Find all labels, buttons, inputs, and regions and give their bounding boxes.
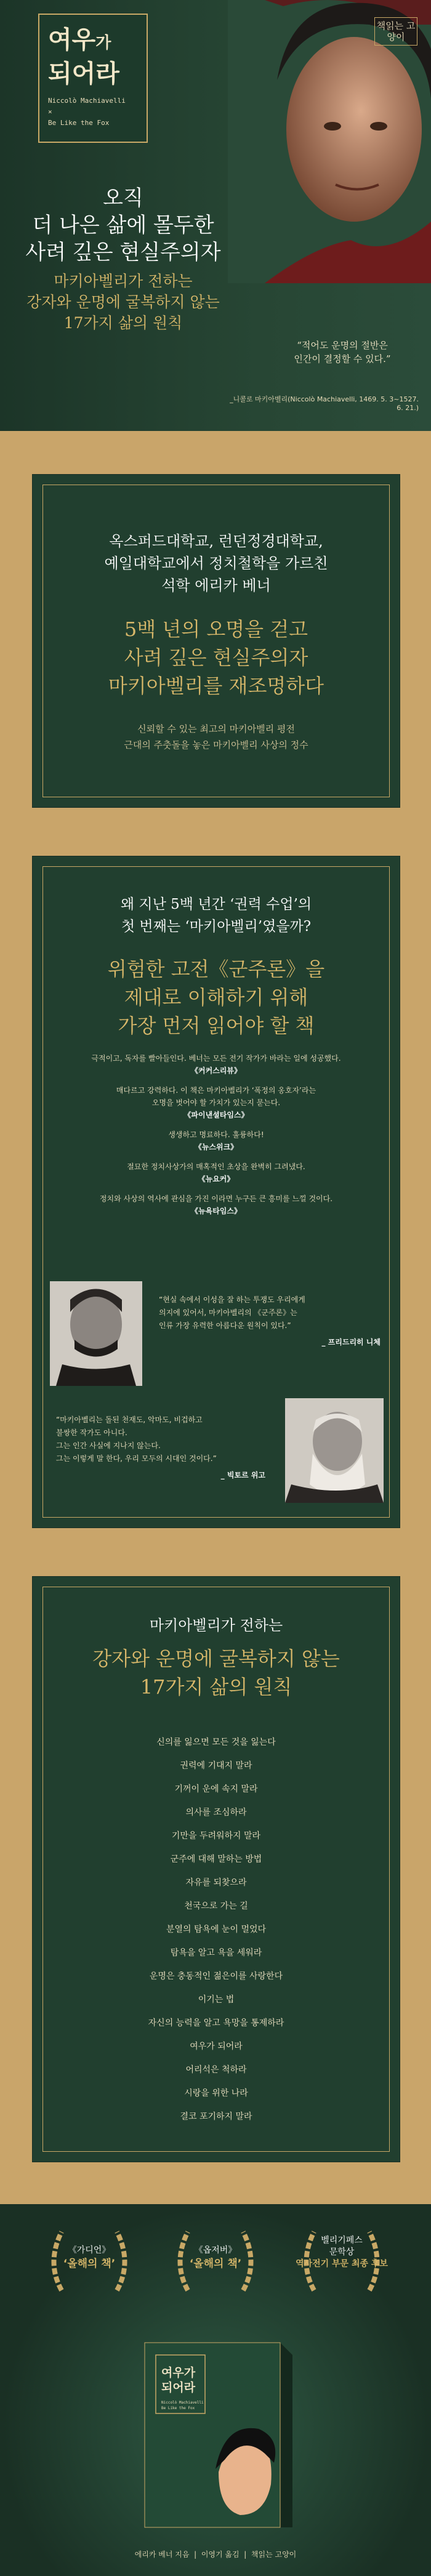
section-principles xyxy=(32,1576,400,2162)
author-intro: 옥스퍼드대학교, 런던정경대학교, 예일대학교에서 정치철학을 가르친 석학 에리카 베너 xyxy=(104,533,328,594)
section-awards xyxy=(0,2204,431,2576)
book-cover-subtitle: Niccolò Machiavelli Be Like the Fox xyxy=(161,2401,204,2410)
principle-item: 권력에 기대지 말라 xyxy=(180,1761,252,1771)
principle-item: 천국으로 가는 길 xyxy=(184,1901,248,1911)
hero-section xyxy=(0,0,431,431)
principle-item: 군주에 대해 말하는 방법 xyxy=(170,1854,262,1864)
principle-item: 기꺼이 운에 속지 말라 xyxy=(174,1784,258,1794)
principles-list xyxy=(33,1731,400,2128)
question-text: 왜 지난 5백 년간 ‘권력 수업’의 첫 번째는 ‘마키아벨리’였을까? xyxy=(120,896,312,935)
book-cover-title: 여우가 되어라 xyxy=(161,2366,196,2394)
section-reexamination xyxy=(32,474,400,808)
principle-item: 시랑을 위한 나라 xyxy=(184,2088,248,2098)
principle-item: 탐욕을 알고 욕을 세워라 xyxy=(170,1948,262,1958)
machiavelli-quote: “적어도 운명의 절반은 인간이 결정할 수 있다.” xyxy=(294,340,391,364)
principle-item: 어리석은 척하라 xyxy=(185,2065,247,2075)
must-read-headline: 위험한 고전《군주론》을 제대로 이해하기 위해 가장 먼저 읽어야 할 책 xyxy=(107,957,325,1037)
review-item: 매다르고 강력하다. 이 책은 마키아벨리가 ‘폭정의 옹호자’라는 오명을 벗어야 할 가치가 있는지 묻는다. 《파이낸셜타임스》 xyxy=(116,1086,316,1119)
review-item: 극적이고, 독자를 빨아들인다. 베너는 모든 전기 작가가 바라는 일에 성공했다. 《커커스리뷰》 xyxy=(91,1054,341,1075)
book-cover-image xyxy=(126,2330,305,2534)
hero-headline: 오직 더 나은 삶에 몰두한 사려 깊은 현실주의자 xyxy=(25,186,221,265)
nietzsche-photo xyxy=(50,1281,142,1386)
principle-item: 분열의 탐욕에 눈이 멀었다 xyxy=(166,1925,267,1934)
principle-item: 결코 포기하지 말라 xyxy=(180,2112,252,2122)
principle-item: 이기는 법 xyxy=(198,1995,235,2005)
principles-intro: 마키아벨리가 전하는 xyxy=(149,1617,283,1634)
nietzsche-quote: “현실 속에서 이성을 잘 하는 투쟁도 우리에게 의지에 있어서, 마키아벨리의 《군주론》는 인류 가장 유력한 아름다운 원칙이 있다.” _ 프리드리히 니체 xyxy=(159,1295,381,1346)
hero-subhead: 마키아벨리가 전하는 강자와 운명에 굴복하지 않는 17가지 삶의 원칙 xyxy=(26,272,220,332)
principle-item: 기만을 두려워하지 말라 xyxy=(171,1831,261,1841)
principle-item: 신의를 잃으면 모든 것을 잃는다 xyxy=(156,1737,276,1747)
hugo-photo xyxy=(285,1398,384,1503)
principle-item: 자유를 되찾으라 xyxy=(185,1878,247,1888)
principle-item: 운명은 충동적인 젊은이를 사랑한다 xyxy=(149,1971,283,1981)
review-list xyxy=(33,1052,400,1217)
section-reviews xyxy=(32,856,400,1528)
book-title: 여우가 되어라 xyxy=(48,26,119,88)
award-badge: 벨리기페스 문학상 역사전기 부문 최종 후보 xyxy=(296,2223,388,2303)
principle-item: 자신의 능력을 알고 욕망을 통제하라 xyxy=(148,2018,284,2028)
award-badge: 《옵저버》 ‘올해의 책’ xyxy=(169,2223,262,2303)
principles-headline: 강자와 운명에 굴복하지 않는 17가지 삶의 원칙 xyxy=(92,1647,340,1699)
review-item: 정치와 사상의 역사에 관심을 가진 이라면 누구든 큰 흥미를 느낄 것이다. 《뉴욕타임스》 xyxy=(99,1194,333,1215)
book-subtitle: Niccolò Machiavelli × Be Like the Fox xyxy=(48,97,126,127)
reexamination-desc: 신뢰할 수 있는 최고의 마키아벨리 평전 근대의 주춧돌을 놓은 마키아벨리 사상의 정수 xyxy=(124,723,308,751)
award-badge: 《가디언》 ‘올해의 책’ xyxy=(43,2223,135,2303)
book-credits: 에리카 베너 지음 | 이영기 옮김 | 책읽는 고양이 xyxy=(134,2550,297,2559)
review-item: 생생하고 명료하다. 훌륭하다! 《뉴스위크》 xyxy=(168,1130,264,1151)
book-title-box xyxy=(38,14,148,143)
publisher-logo: 책읽는 고양이 xyxy=(374,17,417,46)
quote-source: _니콜로 마키아벨리(Niccolò Machiavelli, 1469. 5. 3~1527. 6. 21.) xyxy=(230,395,419,412)
review-item: 절묘한 정치사상가의 매혹적인 초상을 완벽히 그려냈다. 《뉴요커》 xyxy=(127,1162,305,1183)
reexamination-headline: 5백 년의 오명을 걷고 사려 깊은 현실주의자 마키아벨리를 재조명하다 xyxy=(108,618,324,698)
principle-item: 의사를 조심하라 xyxy=(185,1808,247,1817)
hugo-quote: “마키아벨리는 돌된 천재도, 악마도, 비겁하고 불쌍한 작가도 아니다. 그는 인간 사실에 지나지 않는다. 그는 이렇게 말 한다, 우리 모두의 시대인 것이다.” _ 빅토르 위고 xyxy=(56,1415,265,1479)
principle-item: 여우가 되어라 xyxy=(190,2042,243,2051)
